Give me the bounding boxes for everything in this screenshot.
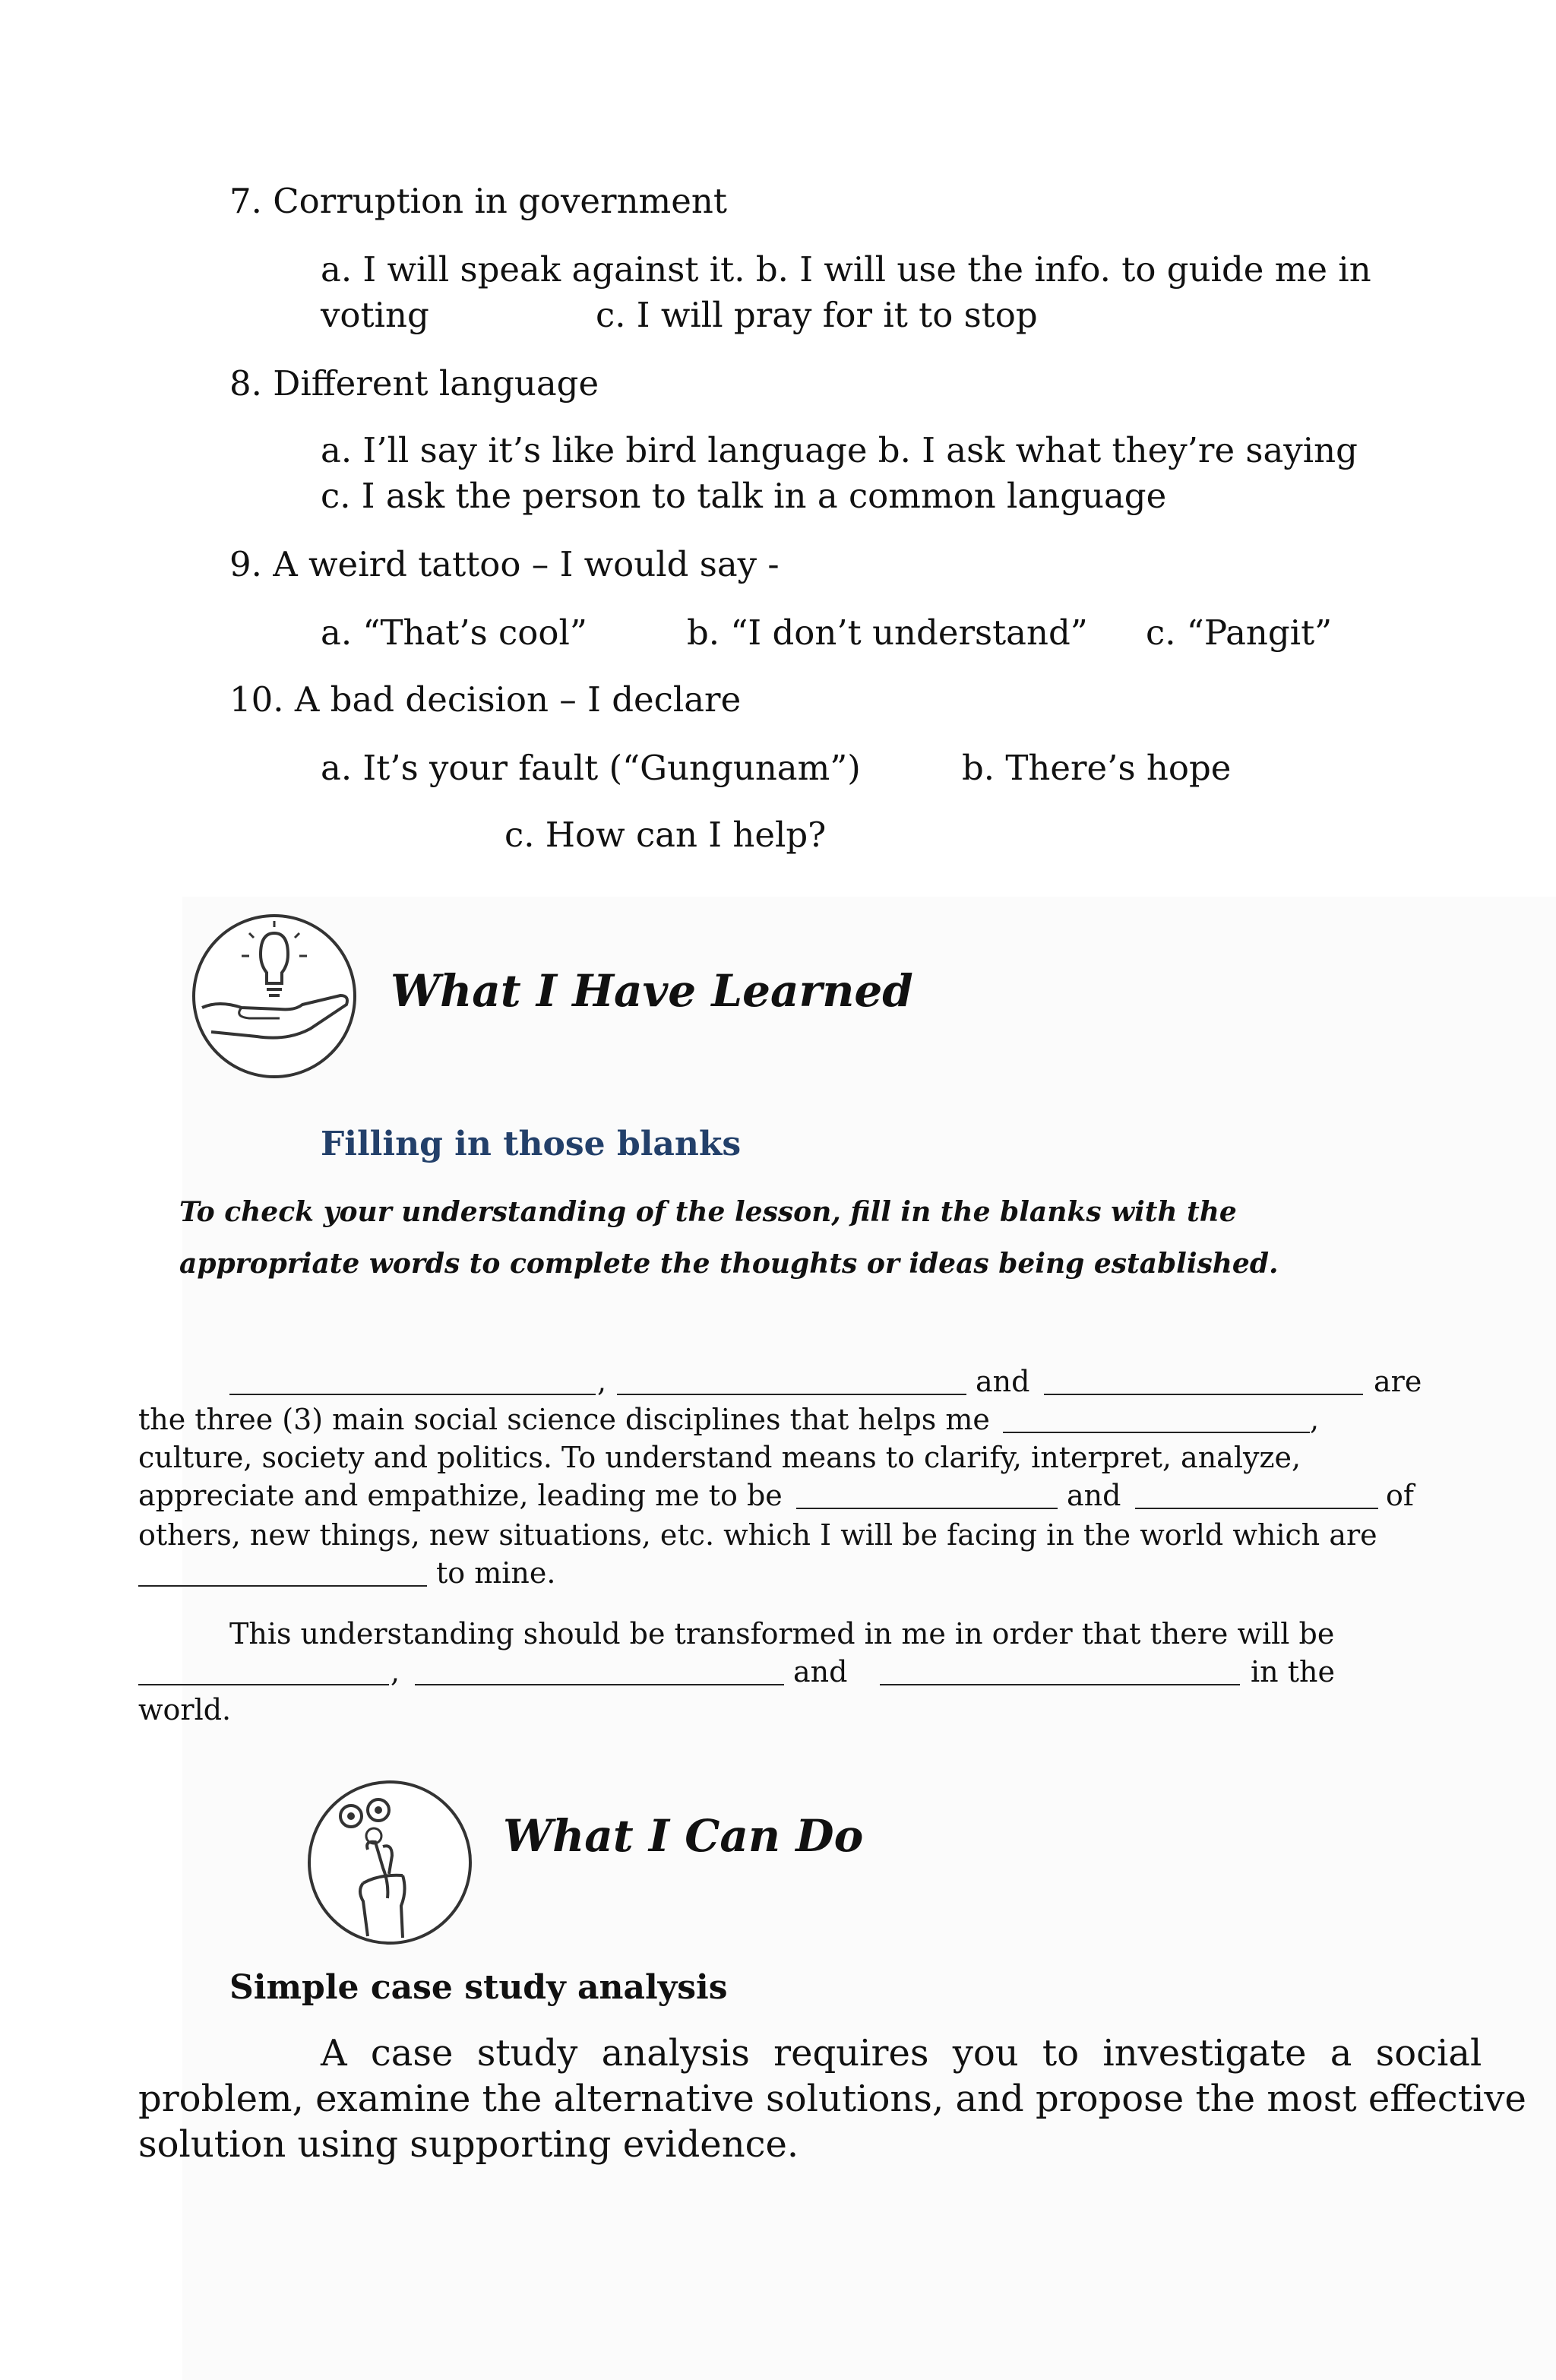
blank-1[interactable]: [229, 1394, 596, 1395]
p2-comma: ,: [391, 1655, 400, 1688]
question-7-options-line2a: voting: [321, 295, 429, 335]
blank-2[interactable]: [617, 1394, 966, 1395]
case-study-para-line2: problem, examine the alternative solutions, and propose the most effective: [138, 2078, 1526, 2120]
question-7-option-c: c. I will pray for it to stop: [596, 295, 1038, 335]
question-10-option-c: c. How can I help?: [504, 815, 827, 855]
case-study-subtitle: Simple case study analysis: [229, 1968, 728, 2007]
p1-line6: to mine.: [436, 1556, 556, 1590]
p1-line4-and: and: [1067, 1479, 1121, 1512]
question-8-stem: 8. Different language: [229, 363, 599, 404]
case-study-para-line1: A case study analysis requires you to investigate a social: [321, 2032, 1482, 2075]
p2-line1: This understanding should be transformed in me in order that there will be: [229, 1617, 1335, 1650]
what-i-have-learned-title: What I Have Learned: [391, 965, 913, 1017]
p2-world: world.: [138, 1693, 232, 1726]
and-1: and: [976, 1365, 1030, 1398]
are-text: are: [1374, 1365, 1422, 1398]
blank-3[interactable]: [1044, 1394, 1363, 1395]
question-8-options-line1: a. I’ll say it’s like bird language b. I ask what they’re saying: [321, 430, 1358, 470]
fingers-crossed-gears-icon: [304, 1777, 476, 1948]
blank-10[interactable]: [880, 1684, 1240, 1685]
lightbulb-hand-icon: [188, 910, 360, 1082]
p1-line2-comma: ,: [1310, 1403, 1320, 1436]
question-9-option-c: c. “Pangit”: [1146, 612, 1333, 653]
p1-line3: culture, society and politics. To understand means to clarify, interpret, analyze,: [138, 1441, 1301, 1474]
blank-6[interactable]: [1135, 1508, 1378, 1509]
instruction-line-1: To check your understanding of the lesson, fill in the blanks with the: [179, 1196, 1237, 1228]
case-study-para-line3: solution using supporting evidence.: [138, 2123, 799, 2166]
p1-line4: appreciate and empathize, leading me to be: [138, 1479, 783, 1512]
question-10-option-b: b. There’s hope: [962, 748, 1232, 788]
blank-9[interactable]: [415, 1684, 784, 1685]
question-9-option-b: b. “I don’t understand”: [687, 612, 1088, 653]
filling-blanks-subtitle: Filling in those blanks: [321, 1125, 742, 1163]
blank-8[interactable]: [138, 1684, 389, 1685]
p1-line2: the three (3) main social science disciplines that helps me: [138, 1403, 990, 1436]
comma-1: ,: [597, 1365, 607, 1398]
what-i-can-do-title: What I Can Do: [503, 1810, 864, 1862]
question-10-stem: 10. A bad decision – I declare: [229, 679, 742, 720]
question-8-options-line2: c. I ask the person to talk in a common language: [321, 476, 1167, 516]
blank-4[interactable]: [1003, 1432, 1310, 1433]
blank-7[interactable]: [138, 1585, 427, 1587]
p1-line4-of: of: [1386, 1479, 1414, 1512]
question-7-options-line1: a. I will speak against it. b. I will use the info. to guide me in: [321, 249, 1371, 290]
question-7-stem: 7. Corruption in government: [229, 181, 727, 221]
blank-5[interactable]: [796, 1508, 1058, 1509]
question-9-option-a: a. “That’s cool”: [321, 612, 587, 653]
p2-and: and: [793, 1655, 848, 1688]
p1-line5: others, new things, new situations, etc. which I will be facing in the world which are: [138, 1518, 1377, 1552]
question-9-stem: 9. A weird tattoo – I would say -: [229, 544, 780, 584]
instruction-line-2: appropriate words to complete the thoughts or ideas being established.: [179, 1248, 1279, 1280]
p2-in-the: in the: [1251, 1655, 1335, 1688]
question-10-option-a: a. It’s your fault (“Gungunam”): [321, 748, 861, 788]
